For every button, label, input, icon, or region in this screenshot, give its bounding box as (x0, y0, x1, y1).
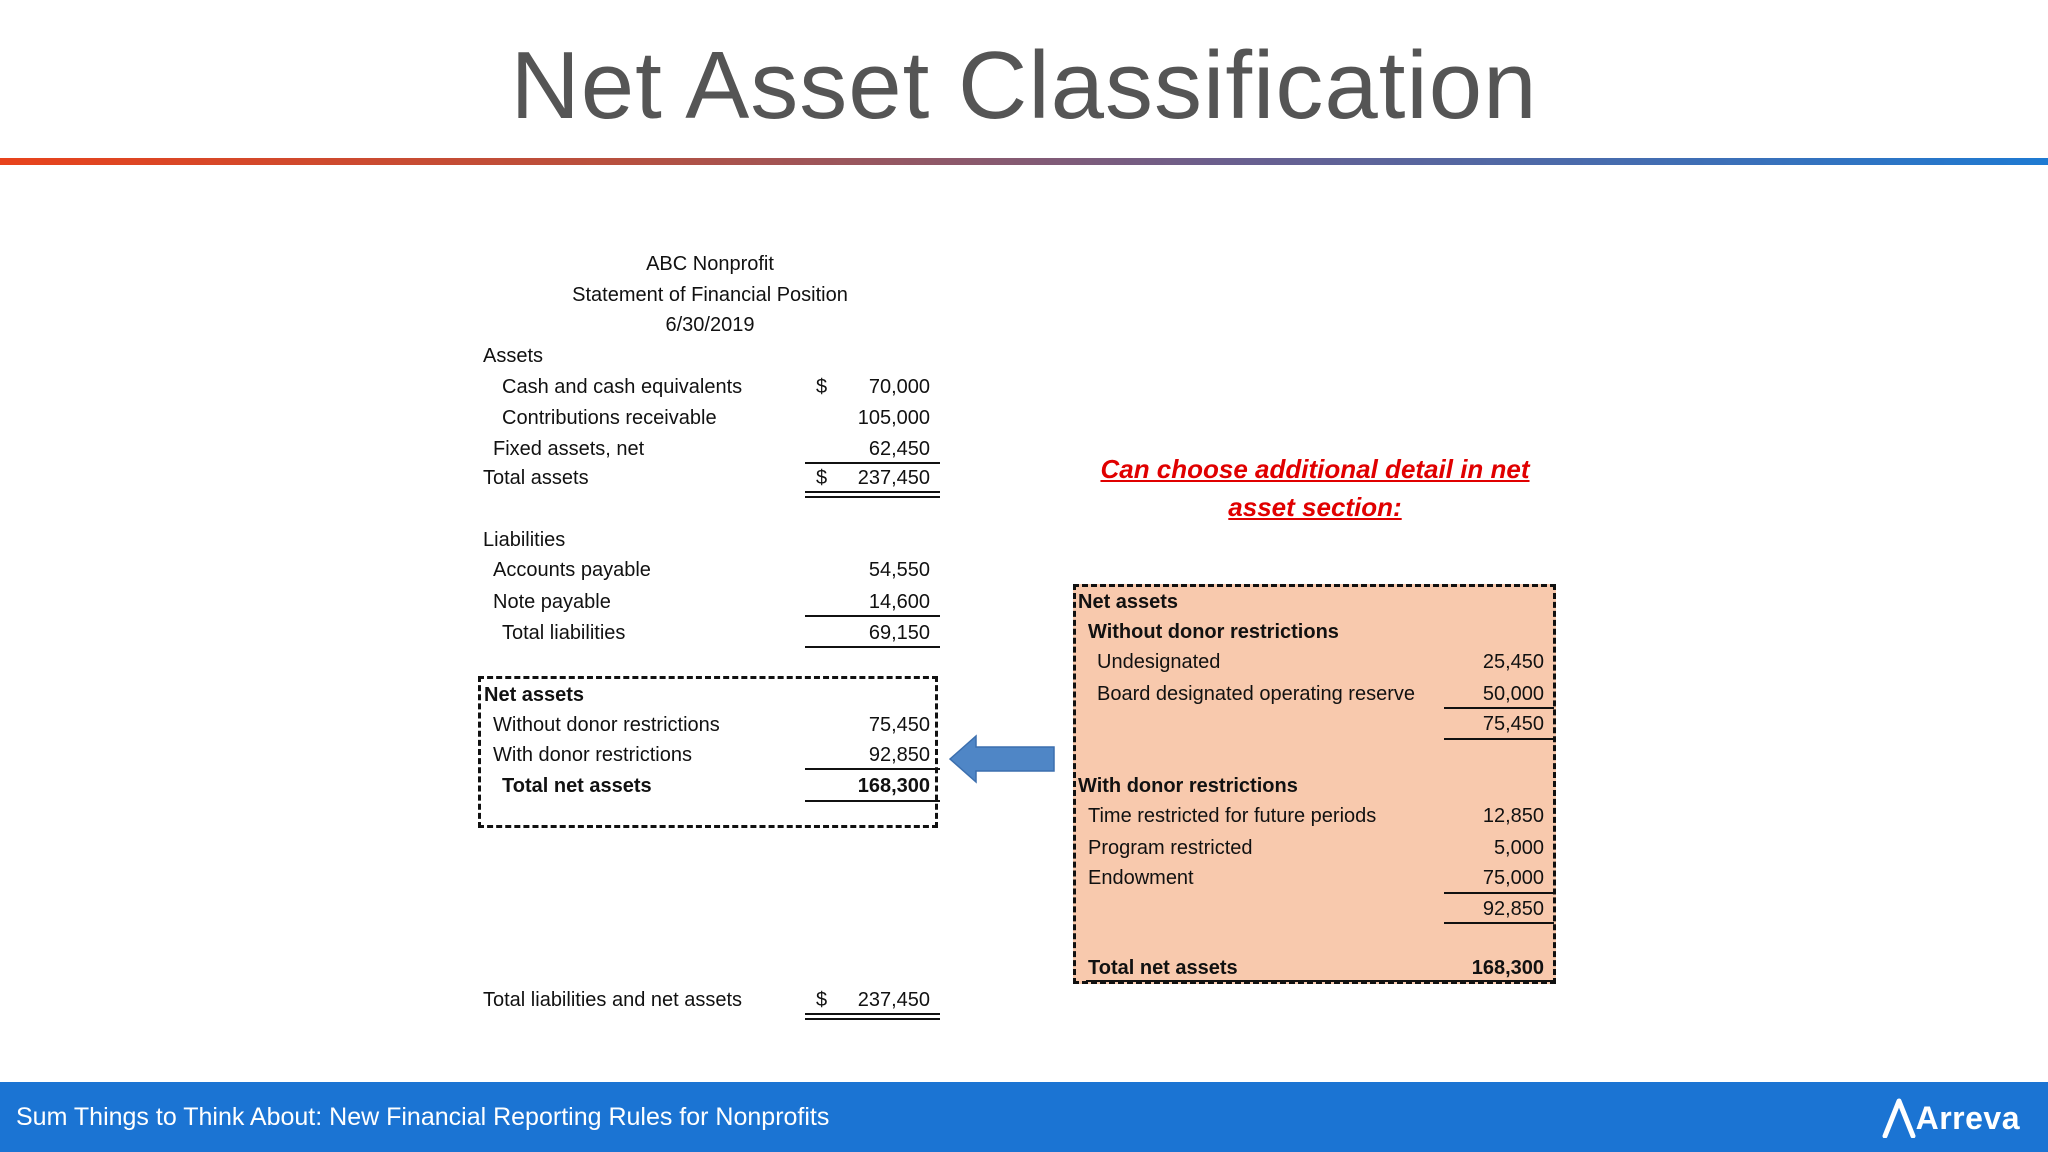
logo-text: Arreva (1915, 1100, 2020, 1136)
liability-label: Note payable (493, 591, 611, 613)
detail-total-label: Total net assets (1088, 957, 1238, 979)
liability-value: 14,600 (868, 591, 930, 613)
callout-line: Can choose additional detail in net (1100, 454, 1530, 484)
arreva-logo (1882, 1096, 2020, 1140)
liability-value: 54,550 (868, 559, 930, 581)
subtotal-rule (805, 462, 940, 464)
total-liabilities-value: 69,150 (868, 622, 930, 644)
total-liabilities-label: Total liabilities (502, 622, 626, 644)
asset-label: Cash and cash equivalents (502, 376, 743, 398)
org-name: ABC Nonprofit (646, 253, 774, 275)
detail-item-label: Time restricted for future periods (1088, 805, 1377, 827)
logo-mark-icon (1882, 1098, 1916, 1138)
currency-sign: $ (816, 989, 828, 1011)
subtotal-rule (1444, 707, 1554, 709)
detail-subtotal-value: 92,850 (1482, 898, 1544, 920)
detail-item-label: Endowment (1088, 867, 1194, 889)
total-liab-net-label: Total liabilities and net assets (483, 989, 743, 1011)
statement-date: 6/30/2019 (665, 314, 755, 336)
currency-sign: $ (816, 467, 828, 489)
total-assets-value: 237,450 (857, 467, 930, 489)
total-assets-label: Total assets (483, 467, 589, 489)
title-rule (0, 158, 2048, 165)
asset-label: Fixed assets, net (493, 438, 645, 460)
subtotal-rule (1444, 922, 1554, 924)
net-asset-value: 75,450 (868, 714, 930, 736)
detail-item-value: 50,000 (1482, 683, 1544, 705)
footer-text: Sum Things to Think About: New Financial Reporting Rules for Nonprofits (16, 1103, 830, 1131)
subtotal-rule (805, 615, 940, 617)
arrow-left-icon (948, 734, 1058, 784)
footer-bar (0, 1082, 2048, 1152)
net-asset-label: With donor restrictions (493, 744, 692, 766)
subtotal-rule (1444, 892, 1554, 894)
asset-label: Contributions receivable (502, 407, 717, 429)
net-asset-label: Without donor restrictions (493, 714, 720, 736)
liability-label: Accounts payable (493, 559, 651, 581)
detail-subtotal-value: 75,450 (1482, 713, 1544, 735)
total-liab-net-value: 237,450 (857, 989, 930, 1011)
statement-name: Statement of Financial Position (572, 284, 848, 306)
detail-item-value: 75,000 (1482, 867, 1544, 889)
asset-value: 105,000 (857, 407, 930, 429)
detail-without-header: Without donor restrictions (1088, 621, 1339, 643)
slide-title: Net Asset Classification (510, 32, 1538, 139)
liabilities-header: Liabilities (483, 529, 566, 551)
net-asset-value: 92,850 (868, 744, 930, 766)
total-net-assets-label: Total net assets (502, 775, 652, 797)
detail-item-label: Program restricted (1088, 837, 1253, 859)
detail-with-header: With donor restrictions (1078, 775, 1298, 797)
subtotal-rule (1086, 980, 1554, 982)
subtotal-rule (805, 646, 940, 648)
detail-header: Net assets (1078, 591, 1179, 613)
asset-value: 62,450 (868, 438, 930, 460)
detail-item-label: Board designated operating reserve (1097, 683, 1415, 705)
net-assets-header: Net assets (484, 684, 585, 706)
assets-header: Assets (483, 345, 544, 367)
detail-item-value: 12,850 (1482, 805, 1544, 827)
asset-value: 70,000 (868, 376, 930, 398)
subtotal-rule (805, 800, 940, 802)
detail-item-label: Undesignated (1097, 651, 1221, 673)
detail-total-value: 168,300 (1471, 957, 1544, 979)
detail-item-value: 5,000 (1493, 837, 1544, 859)
total-double-rule (805, 1013, 940, 1020)
callout-line: asset section: (1228, 492, 1402, 522)
currency-sign: $ (816, 376, 828, 398)
detail-item-value: 25,450 (1482, 651, 1544, 673)
subtotal-rule (1444, 738, 1554, 740)
subtotal-rule (805, 768, 940, 770)
total-double-rule (805, 491, 940, 498)
total-net-assets-value: 168,300 (857, 775, 930, 797)
callout-text (1080, 450, 1550, 526)
